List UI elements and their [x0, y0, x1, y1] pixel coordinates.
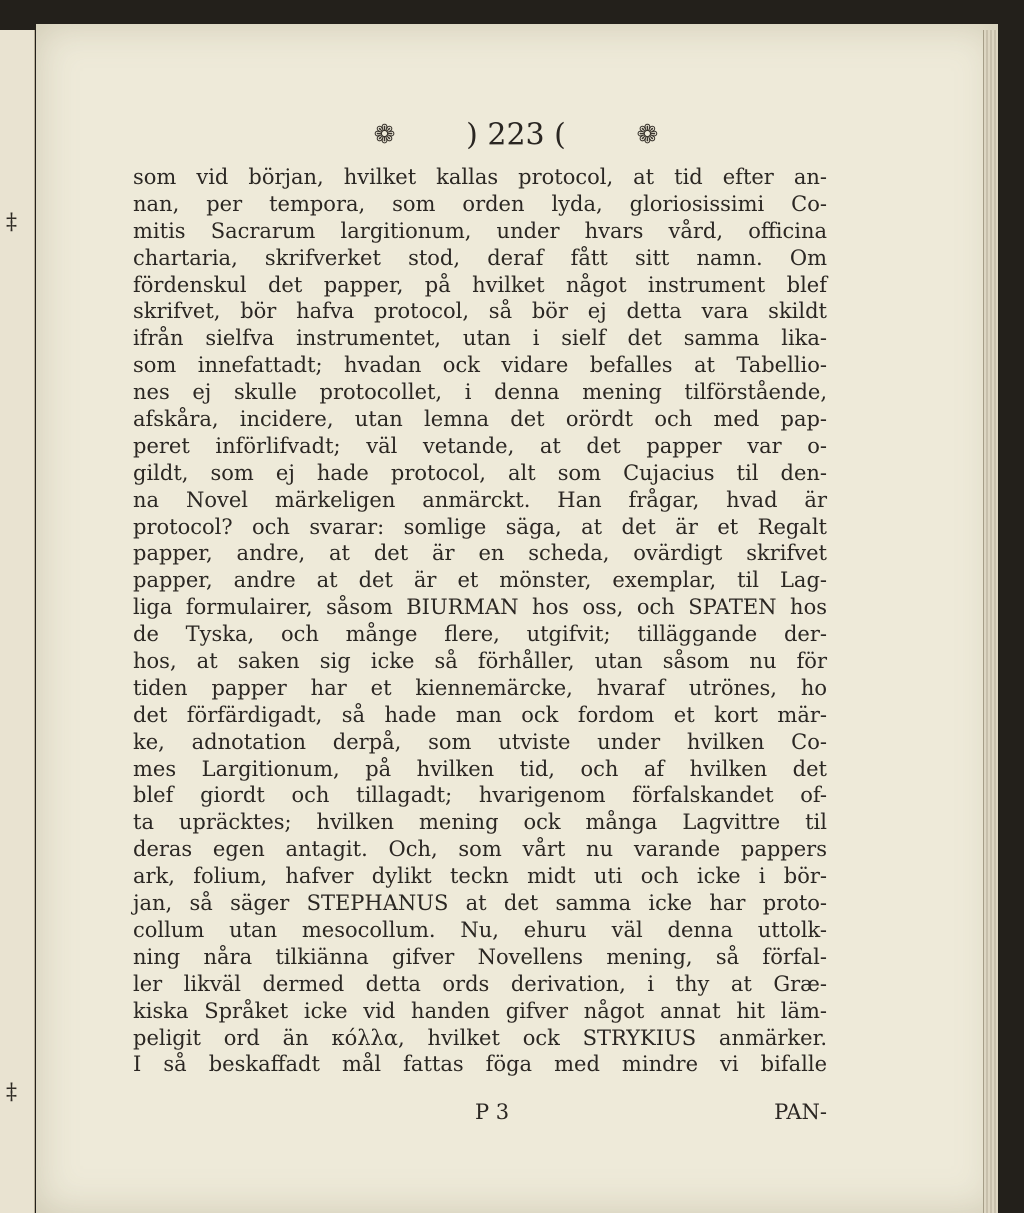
text-line: ifrån sielfva instrumentet, utan i sielf det samma lika- — [133, 326, 827, 351]
text-line: nan, per tempora, som orden lyda, gloriosissimi Co- — [133, 191, 827, 216]
header-left-bracket: ) — [466, 117, 478, 153]
text-line: papper, andre at det är et mönster, exemplar, til Lag- — [133, 568, 827, 593]
book-page — [36, 24, 998, 1213]
text-line: liga formulairer, såsom BIURMAN hos oss, och SPATEN hos — [133, 595, 827, 620]
catchword: PAN- — [774, 1100, 827, 1124]
text-line: na Novel märkeligen anmärckt. Han frågar, hvad är — [133, 487, 827, 512]
bookmark-icon: ‡ — [6, 1080, 17, 1105]
text-line: skrifvet, bör hafva protocol, så bör ej detta vara skildt — [133, 299, 827, 324]
signature-mark: P 3 — [475, 1100, 510, 1124]
flower-ornament-icon: ❁ — [636, 120, 659, 150]
body-text — [133, 164, 827, 1078]
text-line: fördenskul det papper, på hvilket något instrument blef — [133, 272, 827, 297]
text-line: de Tyska, och månge flere, utgifvit; tilläggande der- — [133, 622, 827, 647]
text-line: nes ej skulle protocollet, i denna mening tilförstående, — [133, 380, 827, 405]
text-line: hos, at saken sig icke så förhåller, utan såsom nu för — [133, 649, 827, 674]
text-line: gildt, som ej hade protocol, alt som Cujacius til den- — [133, 460, 827, 485]
previous-page-edge — [0, 30, 35, 1213]
text-line: blef giordt och tillagadt; hvarigenom förfalskandet of- — [133, 783, 827, 808]
text-line: ning nåra tilkiänna gifver Novellens mening, så förfal- — [133, 944, 827, 969]
text-line: mes Largitionum, på hvilken tid, och af hvilken det — [133, 756, 827, 781]
text-line: papper, andre, at det är en scheda, ovärdigt skrifvet — [133, 541, 827, 566]
text-line: kiska Språket icke vid handen gifver något annat hit läm- — [133, 998, 827, 1023]
text-line: ta upräcktes; hvilken mening ock många Lagvittre til — [133, 810, 827, 835]
text-line: ler likväl dermed detta ords derivation, i thy at Græ- — [133, 971, 827, 996]
text-line: tiden papper har et kiennemärcke, hvaraf utrönes, ho — [133, 675, 827, 700]
text-line: som vid början, hvilket kallas protocol, at tid efter an- — [133, 165, 827, 189]
text-line: peret införlifvadt; väl vetande, at det papper var o- — [133, 433, 827, 458]
text-line: protocol? och svarar: somlige säga, at det är et Regalt — [133, 514, 827, 539]
page-number: 223 — [487, 117, 545, 153]
text-line: deras egen antagit. Och, som vårt nu varande pappers — [133, 837, 827, 862]
page-header — [36, 116, 996, 153]
text-line: collum utan mesocollum. Nu, ehuru väl denna uttolk- — [133, 917, 827, 942]
text-line: mitis Sacrarum largitionum, under hvars vård, officina — [133, 218, 827, 243]
text-line: det förfärdigadt, så hade man ock fordom et kort mär- — [133, 702, 827, 727]
text-line: ark, folium, hafver dylikt teckn midt uti och icke i bör- — [133, 864, 827, 889]
page-footer — [133, 1100, 827, 1130]
text-line: som innefattadt; hvadan ock vidare befalles at Tabellio- — [133, 353, 827, 378]
text-line: ke, adnotation derpå, som utviste under hvilken Co- — [133, 729, 827, 754]
text-line: jan, så säger STEPHANUS at det samma icke har proto- — [133, 891, 827, 916]
text-line: afskåra, incidere, utan lemna det orördt och med pap- — [133, 407, 827, 432]
bookmark-icon: ‡ — [6, 210, 17, 235]
page-stack-edge — [983, 30, 998, 1213]
header-right-bracket: ( — [554, 117, 566, 153]
text-line: peligit ord än κόλλα, hvilket ock STRYKIUS anmärker. — [133, 1025, 827, 1050]
text-line: I så beskaffadt mål fattas föga med mindre vi bifalle — [133, 1052, 827, 1077]
text-line: chartaria, skrifverket stod, deraf fått sitt namn. Om — [133, 245, 827, 270]
flower-ornament-icon: ❁ — [373, 120, 396, 150]
